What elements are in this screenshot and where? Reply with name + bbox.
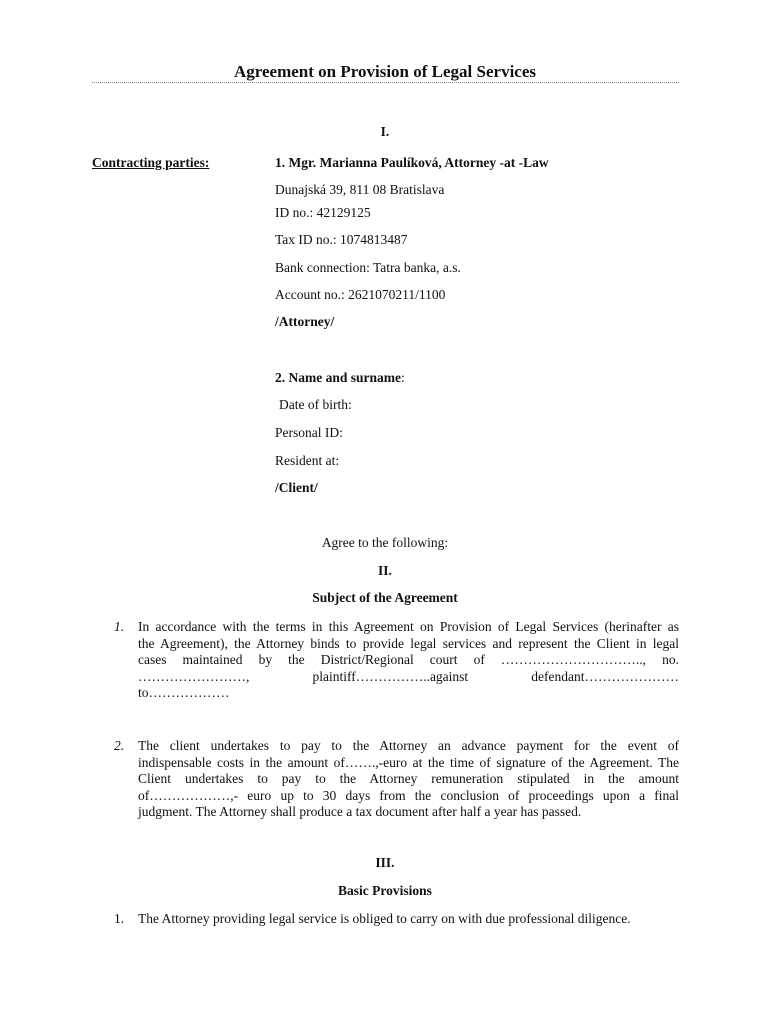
subject-item-2-line: of………………,- euro up to 30 days from the conclusion of proceedings upon a final [138, 787, 679, 803]
attorney-address: Dunajská 39, 811 08 Bratislava [275, 182, 445, 197]
client-role: /Client/ [275, 480, 318, 495]
section-3-numeral: III. [375, 855, 395, 870]
attorney-heading: 1. Mgr. Marianna Paulíková, Attorney -at -Law [275, 155, 549, 170]
subject-item-1-number: 1. [114, 619, 125, 634]
attorney-role: /Attorney/ [275, 314, 335, 329]
document-title: Agreement on Provision of Legal Services [233, 62, 536, 81]
section-2-numeral: II. [378, 563, 392, 578]
attorney-tax-id: Tax ID no.: 1074813487 [275, 232, 408, 247]
attorney-account-no: Account no.: 2621070211/1100 [275, 287, 446, 302]
attorney-bank-connection: Bank connection: Tatra banka, a.s. [275, 260, 461, 275]
subject-item-2-text [138, 738, 679, 821]
subject-item-2-line: indispensable costs in the amount of…….,-euro at the time of signature of the Agreement. The [138, 754, 679, 770]
contracting-parties-label: Contracting parties: [92, 155, 210, 170]
client-date-of-birth: Date of birth: [279, 397, 352, 412]
subject-item-2-line: judgment. The Attorney shall produce a tax document after half a year has passed. [138, 804, 582, 820]
title-divider [92, 82, 679, 83]
subject-item-2-line: The client undertakes to pay to the Attorney an advance payment for the event of [138, 738, 679, 753]
attorney-id-no: ID no.: 42129125 [275, 205, 371, 220]
provision-item-1-text: The Attorney providing legal service is obliged to carry on with due professional diligence. [138, 911, 631, 926]
client-heading-label: 2. Name and surname [275, 370, 402, 385]
agree-statement: Agree to the following: [321, 535, 449, 550]
section-2-heading: Subject of the Agreement [312, 590, 458, 605]
subject-item-1-line: ……………………, plaintiff……………..against defendant………………… [138, 668, 679, 684]
subject-item-2-line: Client undertakes to pay to the Attorney remuneration stipulated in the amount [138, 771, 679, 787]
subject-item-1-line: to……………… [138, 685, 230, 701]
provision-item-1-number: 1. [114, 911, 125, 926]
subject-item-1-line: cases maintained by the District/Regional court of ………………………….., no. [138, 652, 679, 668]
subject-item-2-number: 2. [114, 738, 125, 753]
client-resident-at: Resident at: [275, 453, 340, 468]
subject-item-1-line: In accordance with the terms in this Agreement on Provision of Legal Services (herinafter as [138, 619, 679, 634]
client-heading-colon: : [401, 370, 405, 385]
section-3-heading: Basic Provisions [338, 883, 432, 898]
section-1-numeral: I. [380, 124, 390, 139]
subject-item-1-text [138, 619, 679, 702]
client-personal-id: Personal ID: [275, 425, 343, 440]
client-heading [275, 370, 405, 386]
subject-item-1-line: the Agreement), the Attorney binds to provide legal services and represent the Client in legal [138, 635, 679, 651]
